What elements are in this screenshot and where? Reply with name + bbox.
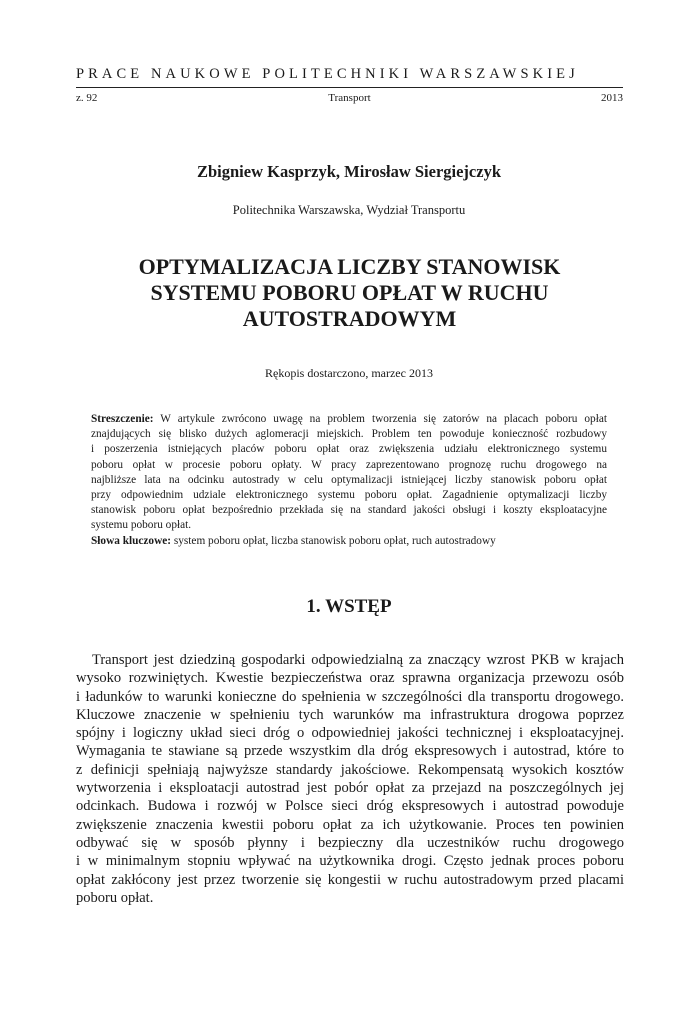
body-line: wytworzenia i eksploatacji autostrad jest pobór opłat za przejazd na poszczególnych jej xyxy=(76,780,624,797)
body-line: zwiększenie znaczenia kwestii poboru opłat za ich użytkowanie. Proces ten powinien xyxy=(76,816,624,833)
issue-number: z. 92 xyxy=(76,92,98,104)
abstract-line: systemu poboru opłat. xyxy=(91,519,192,532)
paper-title xyxy=(76,254,623,332)
title-line: OPTYMALIZACJA LICZBY STANOWISK xyxy=(138,254,561,279)
received-date: Rękopis dostarczono, marzec 2013 xyxy=(265,366,433,380)
body-line: odcinkach. Budowa i rozwój w Polsce sieci dróg ekspresowych i autostrad powoduje xyxy=(76,798,624,815)
title-line: AUTOSTRADOWYM xyxy=(242,306,457,331)
section-heading: 1. WSTĘP xyxy=(306,596,392,617)
journal-title: PRACE NAUKOWE POLITECHNIKI WARSZAWSKIEJ xyxy=(76,66,579,82)
affiliation: Politechnika Warszawska, Wydział Transportu xyxy=(232,203,466,217)
body-line: i ładunków to warunki konieczne do spełnienia w szczególności dla transportu drogowego. xyxy=(76,688,624,705)
abstract-line: i poszerzenia istniejących placów poboru opłat oraz zwiększenia udziału elektronicznego systemu xyxy=(91,443,607,456)
body-line: Wymagania te stawiane są przede wszystkim dla dróg ekspresowych i autostrad, które to xyxy=(76,743,624,760)
abstract-line: poboru opłat w procesie poboru opłaty. W pracy zaprezentowano prognozę ruchu drogowego na xyxy=(91,458,607,471)
authors: Zbigniew Kasprzyk, Mirosław Siergiejczyk xyxy=(196,162,501,181)
body-line: spójny i logiczny układ sieci dróg o odpowiedniej jakości technicznej i eksploatacyjnej. xyxy=(76,725,624,742)
body-line: z definicji spełniają najwyższe standardy jakościowe. Rekompensatą wysokich kosztów xyxy=(76,761,624,778)
keywords-label: Słowa kluczowe: xyxy=(91,534,172,547)
series-name: Transport xyxy=(328,92,371,104)
body-line: Kluczowe znaczenie w spełnieniu tych warunków ma infrastruktura drogowa poprzez xyxy=(76,706,624,723)
body-text xyxy=(76,651,624,907)
body-line: i w minimalnym stopniu wpływać na użytkownika drogi. Często jednak proces poboru xyxy=(76,853,624,870)
abstract-line xyxy=(91,412,607,427)
body-line: odbywać się w sposób płynny i bezpieczny dla uczestników ruchu drogowego xyxy=(76,834,624,851)
abstract xyxy=(91,412,607,549)
abstract-line: znajdujących się blisko dużych aglomeracji miejskich. Problem ten powoduje konieczność rozbudowy xyxy=(91,428,607,441)
keywords-text: system poboru opłat, liczba stanowisk poboru opłat, ruch autostradowy xyxy=(171,534,496,547)
body-line: opłat zakłócony jest przez tworzenie się kongestii w ruchu autostradowym przed placami xyxy=(76,871,624,888)
abstract-text: W artykule zwrócono uwagę na problem tworzenia się zatorów na placach poboru opłat xyxy=(153,413,607,425)
header-rule xyxy=(76,87,623,88)
body-line: poboru opłat. xyxy=(76,889,154,906)
abstract-line: najbliższe lata na odcinku autostrady w celu optymalizacji istniejącej liczby stanowisk poboru opłat xyxy=(91,473,607,486)
issue-year: 2013 xyxy=(601,92,623,104)
abstract-line: przy odpowiednim udziale elektronicznego systemu poboru opłat. Zagadnienie optymalizacji liczby xyxy=(91,488,607,501)
title-line: SYSTEMU POBORU OPŁAT W RUCHU xyxy=(150,280,549,305)
keywords xyxy=(91,534,607,549)
body-line: wysoko rozwiniętych. Kwestie bezpieczeństwa oraz sprawna organizacja przewozu osób xyxy=(76,670,624,687)
abstract-line: stanowisk poboru opłat bezpośrednio przekłada się na standard jakości obsługi i koszty eksploatacyjne xyxy=(91,504,607,517)
abstract-label: Streszczenie: xyxy=(91,413,154,425)
body-line: Transport jest dziedziną gospodarki odpowiedzialną za znaczący wzrost PKB w krajach xyxy=(92,652,624,668)
